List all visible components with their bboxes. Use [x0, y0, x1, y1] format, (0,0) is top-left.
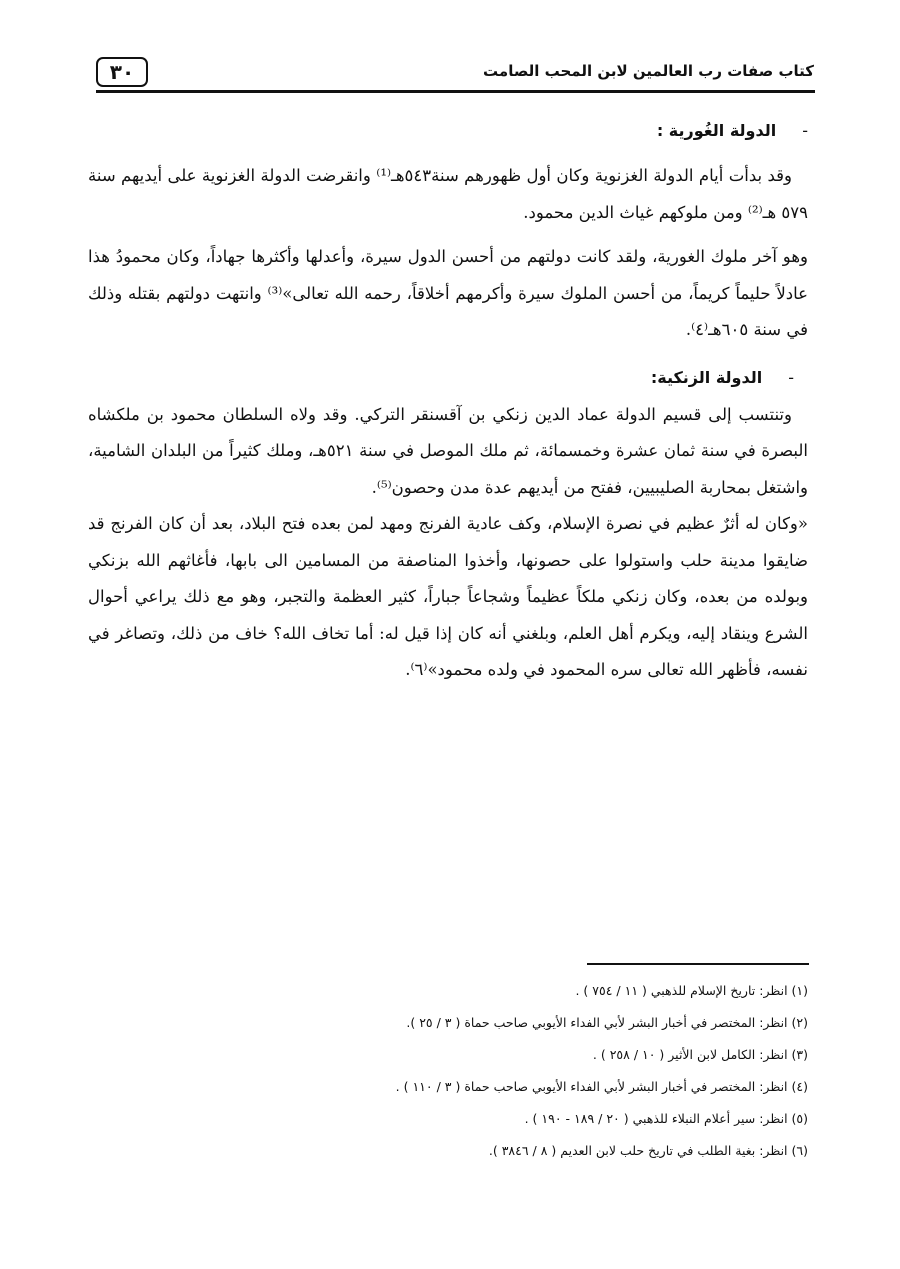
running-header-title: كتاب صفات رب العالمين لابن المحب الصامت: [483, 62, 814, 80]
heading-dash: -: [802, 121, 808, 140]
section-heading: [88, 112, 808, 150]
paragraph: وهو آخر ملوك الغورية، ولقد كانت دولتهم من أحسن الدول سيرة، وأعدلها وأكثرها جهاداً، وكان محمودُ هذا عادلاً حليماً كريماً، من أحسن الملوك سيرة وأكرمهم أخلاقاً، رحمه الله تعالى»⁽³⁾ وانتهت دولتهم بقتله وذلك في سنة ٦٠٥هـ⁽٤⁾.: [88, 247, 808, 339]
section-heading: [88, 359, 794, 397]
heading-title: الدولة الزنكية:: [650, 367, 763, 387]
footnote-4: (٤) انظر: المختصر في أخبار البشر لأبي الفداء الأيوبي صاحب حماة ( ٣ / ١١٠ ) .: [395, 1079, 808, 1094]
section-ghurid: [88, 112, 808, 349]
heading-dash: -: [788, 367, 794, 387]
footnote-5: (٥) انظر: سير أعلام النبلاء للذهبي ( ٢٠ / ١٨٩ - ١٩٠ ) .: [524, 1111, 808, 1126]
footnote-2: (٢) انظر: المختصر في أخبار البشر لأبي الفداء الأيوبي صاحب حماة ( ٣ / ٢٥ ).: [406, 1015, 808, 1030]
paragraph: وتنتسب إلى قسيم الدولة عماد الدين زنكي بن آقسنقر التركي. وقد ولاه السلطان محمود بن ملكشاه البصرة في سنة ثمان عشرة وخمسمائة، ثم ملك الموصل في سنة ٥٢١هـ، وملك كثيراً من البلدان الشامية، واشتغل بمحاربة الصليبيين، ففتح من أيديهم عدة مدن وحصون⁽⁵⁾.: [88, 404, 808, 497]
footnote-3: (٣) انظر: الكامل لابن الأثير ( ١٠ / ٢٥٨ ) .: [592, 1047, 808, 1062]
footnote-6: (٦) انظر: بغية الطلب في تاريخ حلب لابن العديم ( ٨ / ٣٨٤٦ ).: [488, 1143, 808, 1158]
page-number-badge: [96, 57, 148, 87]
heading-title: الدولة الغُورية :: [656, 121, 777, 140]
header-divider: [96, 90, 815, 93]
page-number: ٣٠: [109, 60, 135, 84]
paragraph: وقد بدأت أيام الدولة الغزنوية وكان أول ظهورهم سنة٥٤٣هـ⁽¹⁾ وانقرضت الدولة الغزنوية على أيديهم سنة ٥٧٩ هـ⁽²⁾ ومن ملوكهم غياث الدين محمود.: [88, 166, 808, 222]
footnote-1: (١) انظر: تاريخ الإسلام للذهبي ( ١١ / ٧٥٤ ) .: [575, 983, 808, 998]
footnote-divider: [587, 963, 809, 965]
main-text: [88, 112, 808, 689]
section-zengid: [88, 359, 808, 689]
paragraph: «وكان له أثرٌ عظيم في نصرة الإسلام، وكف عادية الفرنج ومهد لمن بعده فتح البلاد، بعد أن كان الفرنج قد ضايقوا مدينة حلب واستولوا على حصونها، وأخذوا المناصفة من المسامين الى بابها، فأغاثهم الله بزنكي وبولده من بعده، وكان زنكي ملكاً عظيماً وشجاعاً جباراً، كثير العظمة والتجبر، وهو مع ذلك يراعي أحوال الشرع وينقاد إليه، ويكرم أهل العلم، وبلغني أنه كان إذا قيل له: أما تخاف الله؟ خاف من ذلك، وتصاغر في نفسه، فأظهر الله تعالى سره المحمود في ولده محمود»⁽٦⁾.: [88, 514, 808, 679]
footnotes: [108, 975, 808, 1167]
